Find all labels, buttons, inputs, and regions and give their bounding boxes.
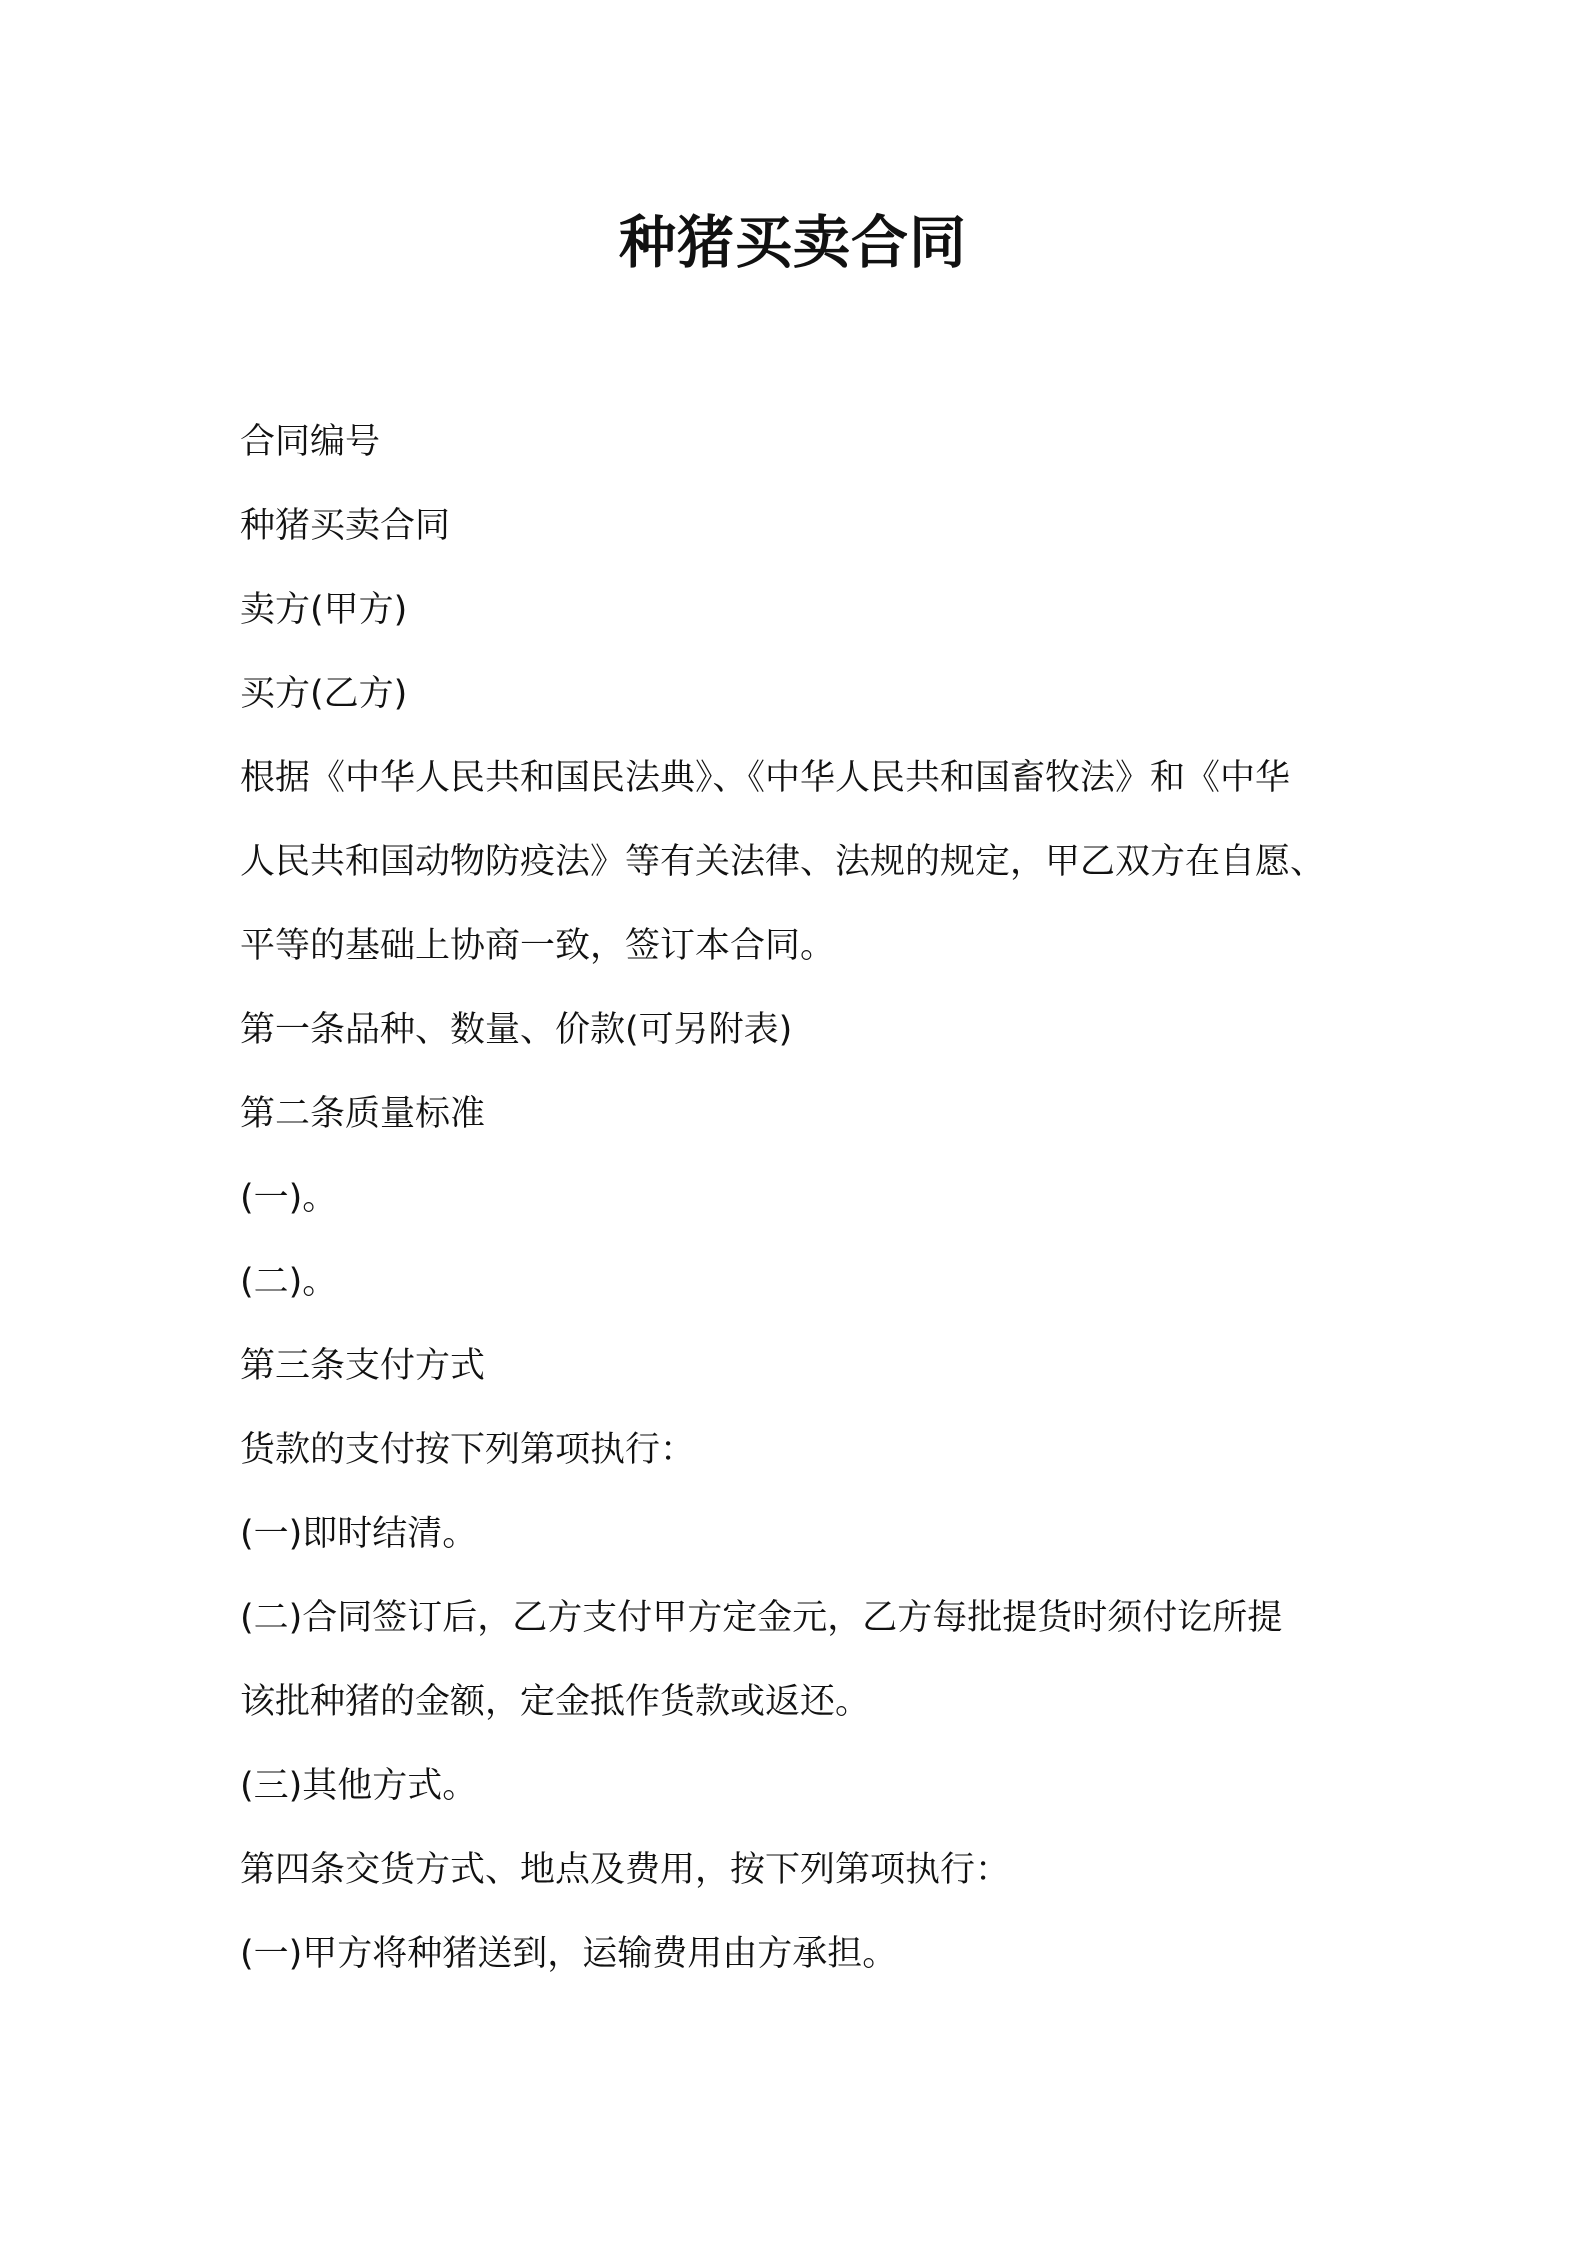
- contract-name-line: 种猪买卖合同: [240, 506, 451, 546]
- article-3-item-2-line-2: 该批种猪的金额，定金抵作货款或返还。: [240, 1682, 871, 1722]
- preamble-line-2: 人民共和国动物防疫法》等有关法律、法规的规定，甲乙双方在自愿、: [240, 842, 1326, 882]
- article-2-item-2: (二)。: [240, 1262, 338, 1302]
- buyer-line: 买方(乙方): [240, 674, 408, 714]
- seller-line: 卖方(甲方): [240, 590, 408, 630]
- document-title: 种猪买卖合同: [619, 210, 967, 276]
- preamble-line-3: 平等的基础上协商一致，签订本合同。: [240, 926, 836, 966]
- article-3-item-1: (一)即时结清。: [240, 1514, 478, 1554]
- article-2-heading: 第二条质量标准: [240, 1094, 486, 1134]
- preamble-line-1: 根据《中华人民共和国民法典》、《中华人民共和国畜牧法》和《中华: [240, 758, 1291, 798]
- article-4-item-1: (一)甲方将种猪送到，运输费用由方承担。: [240, 1934, 898, 1974]
- article-3-item-3: (三)其他方式。: [240, 1766, 478, 1806]
- article-3-intro: 货款的支付按下列第项执行：: [240, 1430, 696, 1470]
- article-3-item-2-line-1: (二)合同签订后，乙方支付甲方定金元，乙方每批提货时须付讫所提: [240, 1598, 1283, 1638]
- article-3-heading: 第三条支付方式: [240, 1346, 486, 1386]
- article-1-heading: 第一条品种、数量、价款(可另附表): [240, 1010, 793, 1050]
- document-body: [240, 400, 1360, 1996]
- article-2-item-1: (一)。: [240, 1178, 338, 1218]
- contract-number-line: 合同编号: [240, 422, 381, 462]
- article-4-heading: 第四条交货方式、地点及费用，按下列第项执行：: [240, 1850, 1011, 1890]
